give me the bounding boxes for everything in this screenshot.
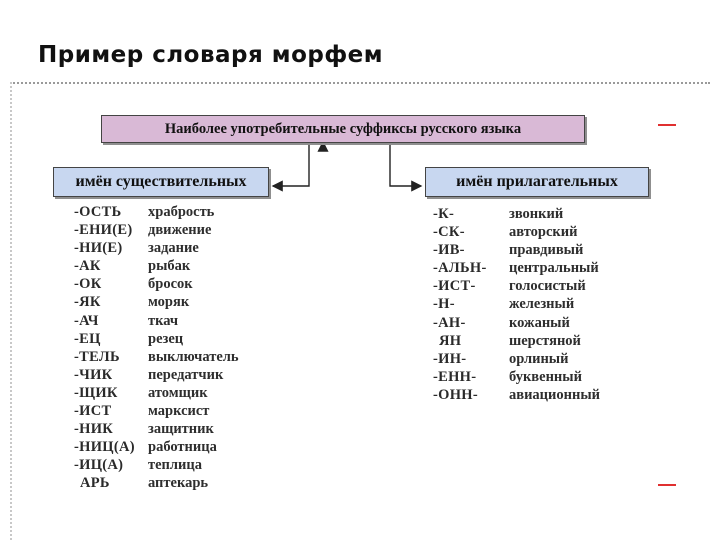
connector-to-adjectives — [390, 141, 421, 186]
adjective-suffix: ЯН — [439, 332, 462, 349]
noun-example: ткач — [148, 312, 179, 329]
noun-example: выключатель — [148, 348, 239, 365]
adjective-suffix: -К- — [433, 206, 455, 222]
noun-example: теплица — [148, 457, 203, 474]
noun-example: бросок — [148, 276, 193, 293]
category-box-nouns: имён существительных — [53, 167, 269, 197]
adjective-suffix: -АН- — [433, 314, 466, 331]
adjective-suffix: -АЛЬН- — [433, 260, 487, 277]
noun-example: аптекарь — [148, 475, 209, 492]
noun-suffix: -НИ(Е) — [74, 240, 123, 257]
noun-example: марксист — [148, 403, 210, 420]
adjective-example: орлиный — [509, 350, 569, 367]
adjective-example-list — [509, 205, 600, 404]
noun-suffix-list — [74, 203, 135, 493]
noun-example: храбрость — [148, 204, 215, 220]
adjective-suffix: -ИН- — [433, 350, 467, 367]
adjective-example: железный — [509, 296, 575, 313]
noun-suffix: -ЩИК — [74, 384, 118, 401]
noun-suffix: -ОСТЬ — [74, 204, 122, 220]
adjective-example: авиационный — [509, 386, 601, 403]
connector-to-nouns — [273, 141, 309, 186]
noun-suffix: -ИСТ — [74, 403, 112, 420]
adjective-example: кожаный — [509, 314, 570, 331]
adjective-suffix: -ИВ- — [433, 242, 465, 259]
adjective-suffix-list — [433, 205, 487, 404]
adjective-suffix: -ИСТ- — [433, 278, 476, 295]
adjective-suffix: -Н- — [433, 296, 455, 313]
noun-suffix: -ЕЦ — [74, 330, 101, 347]
adjective-example: звонкий — [509, 206, 564, 222]
noun-suffix: -НИК — [74, 421, 114, 438]
noun-suffix: -ОК — [74, 276, 102, 293]
noun-example: движение — [148, 222, 212, 239]
noun-example: атомщик — [148, 384, 208, 401]
noun-suffix: -ТЕЛЬ — [74, 348, 120, 365]
adjective-example: правдивый — [509, 242, 584, 259]
noun-suffix: АРЬ — [80, 475, 110, 492]
slide-title: Пример словаря морфем — [38, 42, 384, 68]
adjective-suffix: -ЕНН- — [433, 368, 477, 385]
adjective-suffix: -СК- — [433, 224, 465, 241]
noun-example: передатчик — [148, 366, 224, 383]
noun-example: моряк — [148, 294, 190, 311]
noun-suffix: -ИЦ(А) — [74, 457, 124, 474]
noun-suffix: -НИЦ(А) — [74, 439, 135, 456]
adjective-example: шерстяной — [509, 332, 581, 349]
category-box-adjectives: имён прилагательных — [425, 167, 649, 197]
noun-example: резец — [148, 330, 184, 347]
noun-example: работница — [148, 439, 217, 456]
adjective-example: голосистый — [509, 278, 586, 295]
noun-example: задание — [148, 240, 199, 257]
noun-suffix: -АК — [74, 258, 101, 275]
noun-example-list — [148, 203, 239, 493]
adjective-suffix: -ОНН- — [433, 386, 478, 403]
adjective-example: центральный — [509, 260, 599, 277]
noun-suffix: -ЯК — [74, 294, 101, 311]
adjective-example: буквенный — [509, 368, 582, 385]
noun-suffix: -АЧ — [74, 312, 99, 329]
noun-suffix: -ЕНИ(Е) — [74, 222, 133, 239]
adjective-example: авторский — [509, 224, 578, 241]
noun-example: рыбак — [148, 258, 191, 275]
noun-example: защитник — [148, 421, 214, 438]
noun-suffix: -ЧИК — [74, 366, 113, 383]
header-box-suffixes: Наиболее употребительные суффиксы русского языка — [101, 115, 585, 143]
